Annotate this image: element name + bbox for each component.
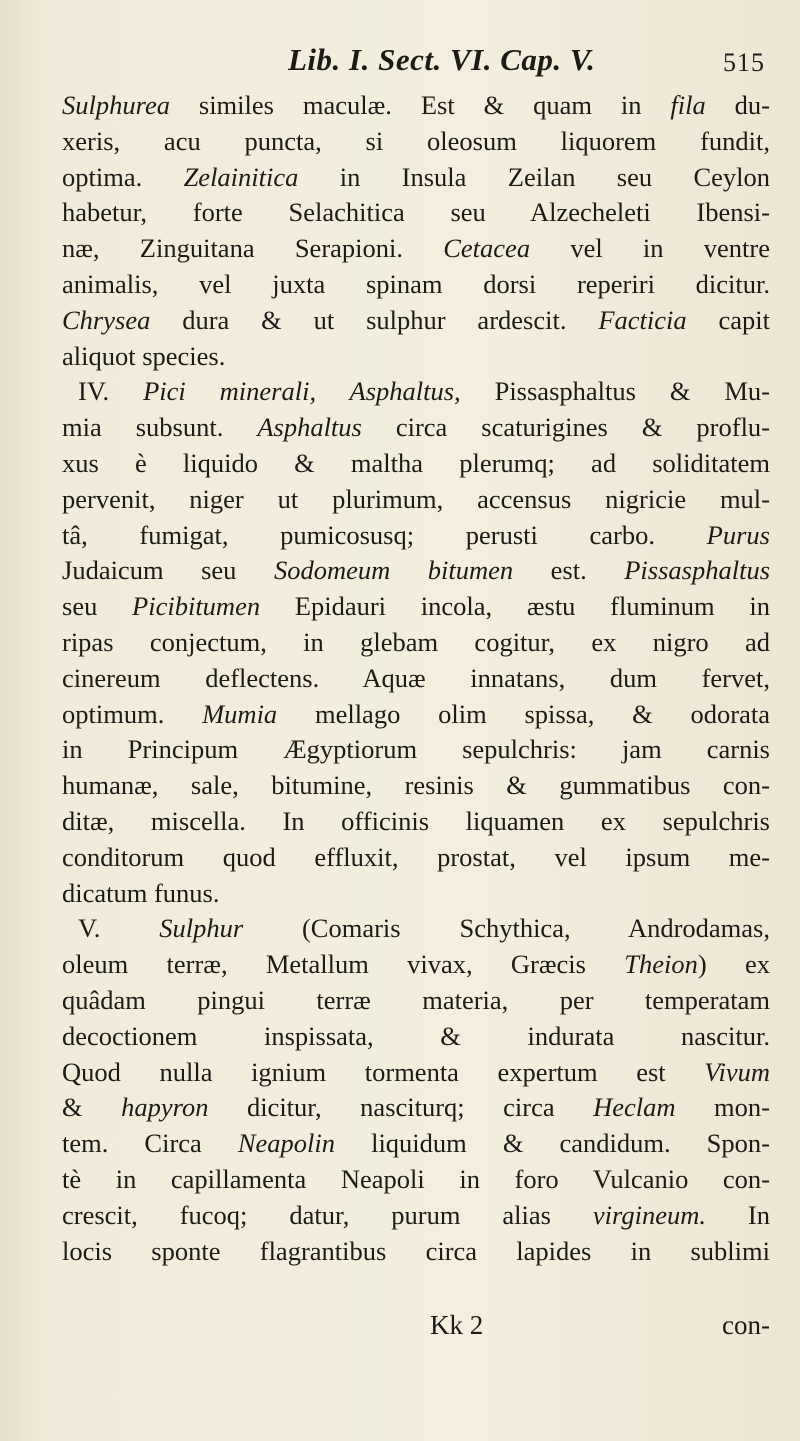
text-segment: est. xyxy=(513,555,625,586)
text-segment: V. xyxy=(78,913,160,944)
text-segment: tâ, fumigat, pumicosusq; perusti carbo. xyxy=(62,519,707,550)
italic-term: Purus xyxy=(706,519,770,550)
catchword: con- xyxy=(722,1310,770,1340)
italic-term: virgineum. xyxy=(592,1199,706,1230)
italic-term: Heclam xyxy=(593,1092,676,1123)
text-segment: & xyxy=(62,1092,122,1123)
text-line xyxy=(62,518,770,554)
text-line xyxy=(62,195,770,231)
italic-term: Zelainitica xyxy=(183,161,299,192)
text-line xyxy=(62,911,770,947)
text-segment: in Principum Ægyptiorum sepulchris: jam carnis xyxy=(62,734,770,765)
text-line xyxy=(62,589,770,625)
text-segment: pervenit, niger ut plurimum, accensus nigricie mul- xyxy=(62,483,770,514)
text-line xyxy=(62,1055,770,1091)
italic-term: Pici minerali, Asphaltus, xyxy=(143,376,461,407)
text-segment: Quod nulla ignium tormenta expertum est xyxy=(62,1056,705,1087)
text-segment: liquidum & candidum. Spon- xyxy=(335,1128,770,1159)
text-segment: xeris, acu puncta, si oleosum liquorem fundit, xyxy=(62,125,770,156)
text-line xyxy=(62,1234,770,1270)
text-line xyxy=(62,88,770,124)
text-segment: dicatum funus. xyxy=(62,877,220,908)
text-segment: vel in ventre xyxy=(530,233,770,264)
text-segment: IV. xyxy=(78,376,144,407)
text-segment: ditæ, miscella. In officinis liquamen ex sepulchris xyxy=(62,805,770,836)
running-head: Lib. I. Sect. VI. Cap. V. xyxy=(288,42,596,77)
text-line xyxy=(62,1090,770,1126)
text-segment: animalis, vel juxta spinam dorsi reperiri dicitur. xyxy=(62,268,770,299)
text-segment: næ, Zinguitana Serapioni. xyxy=(62,233,444,264)
text-segment: cinereum deflectens. Aquæ innatans, dum fervet, xyxy=(62,662,770,693)
text-segment: dicitur, nasciturq; circa xyxy=(208,1092,594,1123)
text-line xyxy=(62,876,770,912)
italic-term: Chrysea xyxy=(62,304,151,335)
text-line xyxy=(62,410,770,446)
text-segment: quâdam pingui terræ materia, per temperatam xyxy=(62,984,770,1015)
text-segment: crescit, fucoq; datur, purum alias xyxy=(62,1199,593,1230)
text-line xyxy=(62,160,770,196)
italic-term: Cetacea xyxy=(443,233,531,264)
text-line xyxy=(62,983,770,1019)
page-header xyxy=(0,42,800,82)
text-line xyxy=(62,768,770,804)
text-segment: optimum. xyxy=(62,698,203,729)
text-segment: xus è liquido & maltha plerumq; ad soliditatem xyxy=(62,447,770,478)
text-segment: similes maculæ. Est & quam in xyxy=(169,90,671,120)
text-segment: capit xyxy=(686,304,770,335)
text-line xyxy=(62,124,770,160)
text-line xyxy=(62,446,770,482)
italic-term: Asphaltus xyxy=(257,412,362,443)
text-line xyxy=(62,303,770,339)
italic-term: Neapolin xyxy=(237,1128,336,1159)
text-segment: du- xyxy=(705,90,770,120)
text-segment: mon- xyxy=(675,1092,770,1123)
text-line xyxy=(62,482,770,518)
text-segment: (Comaris Schythica, Androdamas, xyxy=(243,913,770,944)
text-line xyxy=(62,732,770,768)
italic-term: Mumia xyxy=(202,698,278,729)
text-line xyxy=(62,1126,770,1162)
text-line xyxy=(62,231,770,267)
text-segment: locis sponte flagrantibus circa lapides in sublimi xyxy=(62,1235,770,1266)
text-segment: humanæ, sale, bitumine, resinis & gummatibus con- xyxy=(62,770,770,801)
text-segment: In xyxy=(705,1199,770,1230)
text-line xyxy=(62,374,770,410)
text-segment: seu xyxy=(62,591,133,622)
text-segment: circa scaturigines & proflu- xyxy=(361,412,771,443)
italic-term: Picibitumen xyxy=(132,591,261,622)
text-line xyxy=(62,1162,770,1198)
text-segment: mia subsunt. xyxy=(62,412,258,443)
text-segment: ripas conjectum, in glebam cogitur, ex nigro ad xyxy=(62,626,770,657)
text-segment: oleum terræ, Metallum vivax, Græcis xyxy=(62,949,625,980)
text-line xyxy=(62,697,770,733)
italic-term: hapyron xyxy=(121,1092,209,1123)
page-footer xyxy=(0,1310,800,1346)
italic-term: Theion xyxy=(624,949,698,980)
italic-term: Facticia xyxy=(598,304,687,335)
text-line xyxy=(62,625,770,661)
text-segment: dura & ut sulphur ardescit. xyxy=(150,304,599,335)
text-line xyxy=(62,947,770,983)
text-segment: mellago olim spissa, & odorata xyxy=(277,698,771,729)
italic-term: Sulphur xyxy=(159,913,244,944)
text-line xyxy=(62,1198,770,1234)
signature-mark: Kk 2 xyxy=(430,1310,484,1340)
text-segment: Pissasphaltus & Mu- xyxy=(460,376,770,407)
text-line xyxy=(62,840,770,876)
text-segment: ) ex xyxy=(697,949,770,980)
text-segment: tem. Circa xyxy=(62,1128,238,1159)
page-number: 515 xyxy=(723,48,765,77)
text-segment: habetur, forte Selachitica seu Alzecheleti Ibensi- xyxy=(62,197,770,228)
italic-term: fila xyxy=(670,90,706,120)
italic-term: Pissasphaltus xyxy=(624,555,771,586)
text-segment: optima. xyxy=(62,161,184,192)
italic-term: Vivum xyxy=(704,1056,770,1087)
text-line xyxy=(62,661,770,697)
text-line xyxy=(62,1019,770,1055)
text-line xyxy=(62,804,770,840)
body-text xyxy=(62,88,770,1269)
text-segment: conditorum quod effluxit, prostat, vel ipsum me- xyxy=(62,841,770,872)
italic-term: Sodomeum bitumen xyxy=(273,555,514,586)
text-segment: tè in capillamenta Neapoli in foro Vulcanio con- xyxy=(62,1163,770,1194)
text-segment: Judaicum seu xyxy=(62,555,274,586)
italic-term: Sulphurea xyxy=(62,90,170,120)
text-segment: in Insula Zeilan seu Ceylon xyxy=(298,161,770,192)
text-segment: Epidauri incola, æstu fluminum in xyxy=(260,591,770,622)
text-line xyxy=(62,339,770,375)
text-line xyxy=(62,553,770,589)
text-segment: decoctionem inspissata, & indurata nascitur. xyxy=(62,1020,770,1051)
text-segment: aliquot species. xyxy=(62,340,226,371)
text-line xyxy=(62,267,770,303)
